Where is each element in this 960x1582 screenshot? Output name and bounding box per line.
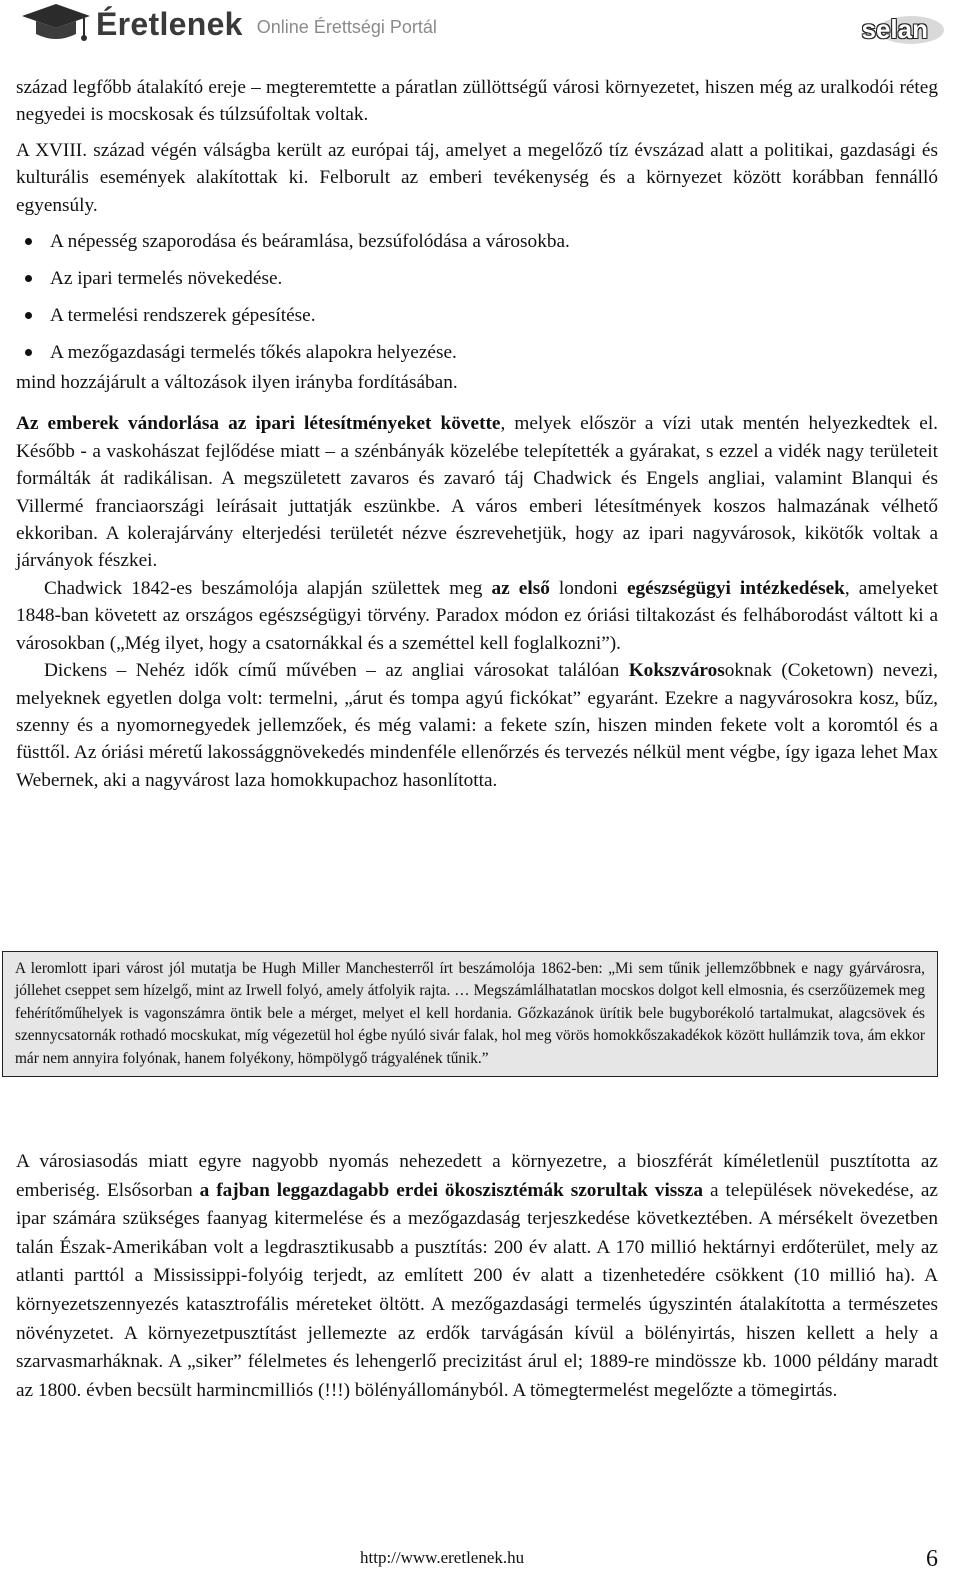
- paragraph-intro-2: A XVIII. század végén válságba került az európai táj, amelyet a megelőző tíz évszázad alatt a politikai, gazdasági és kulturális események alakítottak ki. Felborult az emberi tevékenység és a környezet között korábban fennálló egyensúly.: [16, 139, 938, 216]
- graduation-cap-icon: [18, 2, 94, 46]
- text-span: , amelyeket 1848-ban követett az országos egészségügyi törvény. Paradox módon ez óriási tiltakozást és felháborodást váltott ki a városokban („Még ilyet, hogy a csatornákkal és a szeméttel kell foglalkozni”).: [16, 577, 939, 654]
- page-number: 6: [926, 1546, 938, 1572]
- paragraph-chadwick: [16, 575, 938, 657]
- paragraph-migration: [16, 410, 938, 574]
- paragraph-after-bullets: mind hozzájárult a változások ilyen irányba fordításában.: [16, 372, 458, 394]
- main-text-bottom: [16, 1148, 938, 1405]
- brand-tagline: Online Érettségi Portál: [256, 16, 437, 37]
- list-item: A mezőgazdasági termelés tőkés alapokra helyezése.: [16, 334, 938, 371]
- text-span: , melyek először a vízi utak mentén helyezkedtek el. Később - a vaskohászat fejlődése miatt – a szénbányák közelébe telepítették a gyárakat, s ezzel a vidék nagy területeit formálták át radikálisan. A megszületett zavaros és zavaró táj Chadwick és Engels angliai, valamint Blanqui és Villermé franciaországi leírásait juttatják eszünkbe. A város emberi létesítmények koszos halmazának vélhető ekkoriban. A kolerajárvány elterjedési területét nézve észrevehetjük, hogy az ipari nagyvárosok, kikötők voltak a járványok fészkei.: [16, 413, 938, 572]
- main-text-top: [16, 74, 938, 794]
- list-item: Az ipari termelés növekedése.: [16, 260, 938, 297]
- paragraph-intro-1: század legfőbb átalakító ereje – megteremtette a páratlan züllöttségű városi környezetet, hiszen még az uralkodói réteg negyedei is mocskosak és túlzsúfoltak voltak.: [16, 77, 938, 126]
- bold-span: az első: [491, 577, 550, 599]
- text-span: Chadwick 1842-es beszámolója alapján születtek meg: [44, 577, 492, 599]
- bold-span: a fajban leggazdagabb erdei ökoszisztémák szorultak vissza: [199, 1179, 704, 1201]
- paragraph-dickens: [16, 657, 938, 794]
- quote-text: A leromlott ipari várost jól mutatja be Hugh Miller Manchesterről írt beszámolója 1862-ben: „Mi sem tűnik jellemzőbbnek e nagy gyárvárosra, jóllehet cseppet sem hízelgő, mint az Irwell folyó, amely átfolyik rajta. … Megszámlálhatatlan mocskos dolgot kell elmosnia, és cserzőüzemek meg fehérítőműhelyek is vagonszámra öntik bele a mérget, melyet el kell hordania. Gőzkazánok ürítik bele bugyborékoló tartalmukat, alagcsövek és szennycsatornák rothadó mocskukat, míg végezetül hol égbe nyúló sivár falak, hol meg vörös homokkőszakadékok között hullámzik tova, ám ekkor már nem annyira folyónak, hanem folyékony, hömpölygő trágyalének tűnik.”: [15, 960, 925, 1067]
- selan-logo[interactable]: [861, 4, 946, 48]
- quote-box: [2, 951, 938, 1077]
- brand-name: Éretlenek: [96, 5, 243, 42]
- paragraph-environment: [16, 1148, 938, 1405]
- text-span: oknak (Coketown) nevezi, melyeknek egyetlen dolga volt: termelni, „árut és tompa agyú fickókat” egyaránt. Ezekre a nagyvárosokra kosz, bűz, szenny és a nyomornegyedek jellemzőek, és még valami: a fekete szín, hiszen minden fekete volt a koromtól és a füsttől. Az óriási méretű lakossággnövekedés mindenféle ellenőrzés és tervezés nélkül ment végbe, így igaza lehet Max Webernek, aki a nagyvárost laza homokkupachoz hasonlította.: [16, 660, 938, 791]
- text-span: A városiasodás miatt egyre nagyobb nyomás nehezedett a környezetre, a bioszférát kíméletlenül pusztította az emberiség. Elsősorban: [16, 1151, 938, 1201]
- footer-url-link[interactable]: http://www.eretlenek.hu: [360, 1548, 525, 1567]
- selan-text: selan: [861, 14, 928, 44]
- text-span: Dickens – Nehéz idők című művében – az angliai városokat találóan: [44, 660, 629, 682]
- text-span: londoni: [549, 577, 627, 599]
- bullet-list: [16, 223, 938, 371]
- list-item: A népesség szaporodása és beáramlása, bezsúfolódása a városokba.: [16, 223, 938, 260]
- text-span: a települések növekedése, az ipar számára szükséges faanyag kitermelése és a mezőgazdaság terjeszkedése következtében. A mérsékelt övezetben talán Észak-Amerikában volt a legdrasztikusabb a pusztítás: 200 év alatt. A 170 millió hektárnyi erdőterület, mely az atlanti parttól a Mississippi-folyóig terjedt, az említett 200 év alatt a tizenhetedére csökkent (10 millió ha). A környezetszennyezés katasztrofális méreteket öltött. A mezőgazdasági termelés úgyszintén átalakította a természetes növényzetet. A környezetpusztítást jellemezte az erdők tarvágásán kívül a bölényirtás, hiszen kellett a hely a szarvasmarháknak. A „siker” félelmetes és lehengerlő precizitást árul el; 1889-re mindössze kb. 1000 példány maradt az 1800. évben becsült harmincmilliós (!!!) bölényállományból. A tömegtermelést megelőzte a tömegirtás.: [16, 1179, 938, 1401]
- bold-span: Kokszváros: [628, 660, 725, 682]
- bold-span: egészségügyi intézkedések: [626, 577, 845, 599]
- list-item: A termelési rendszerek gépesítése.: [16, 297, 938, 334]
- page-header: [0, 0, 960, 52]
- eretlenek-logo[interactable]: [18, 2, 437, 46]
- bold-lead: Az emberek vándorlása az ipari létesítményeket követte: [16, 413, 501, 435]
